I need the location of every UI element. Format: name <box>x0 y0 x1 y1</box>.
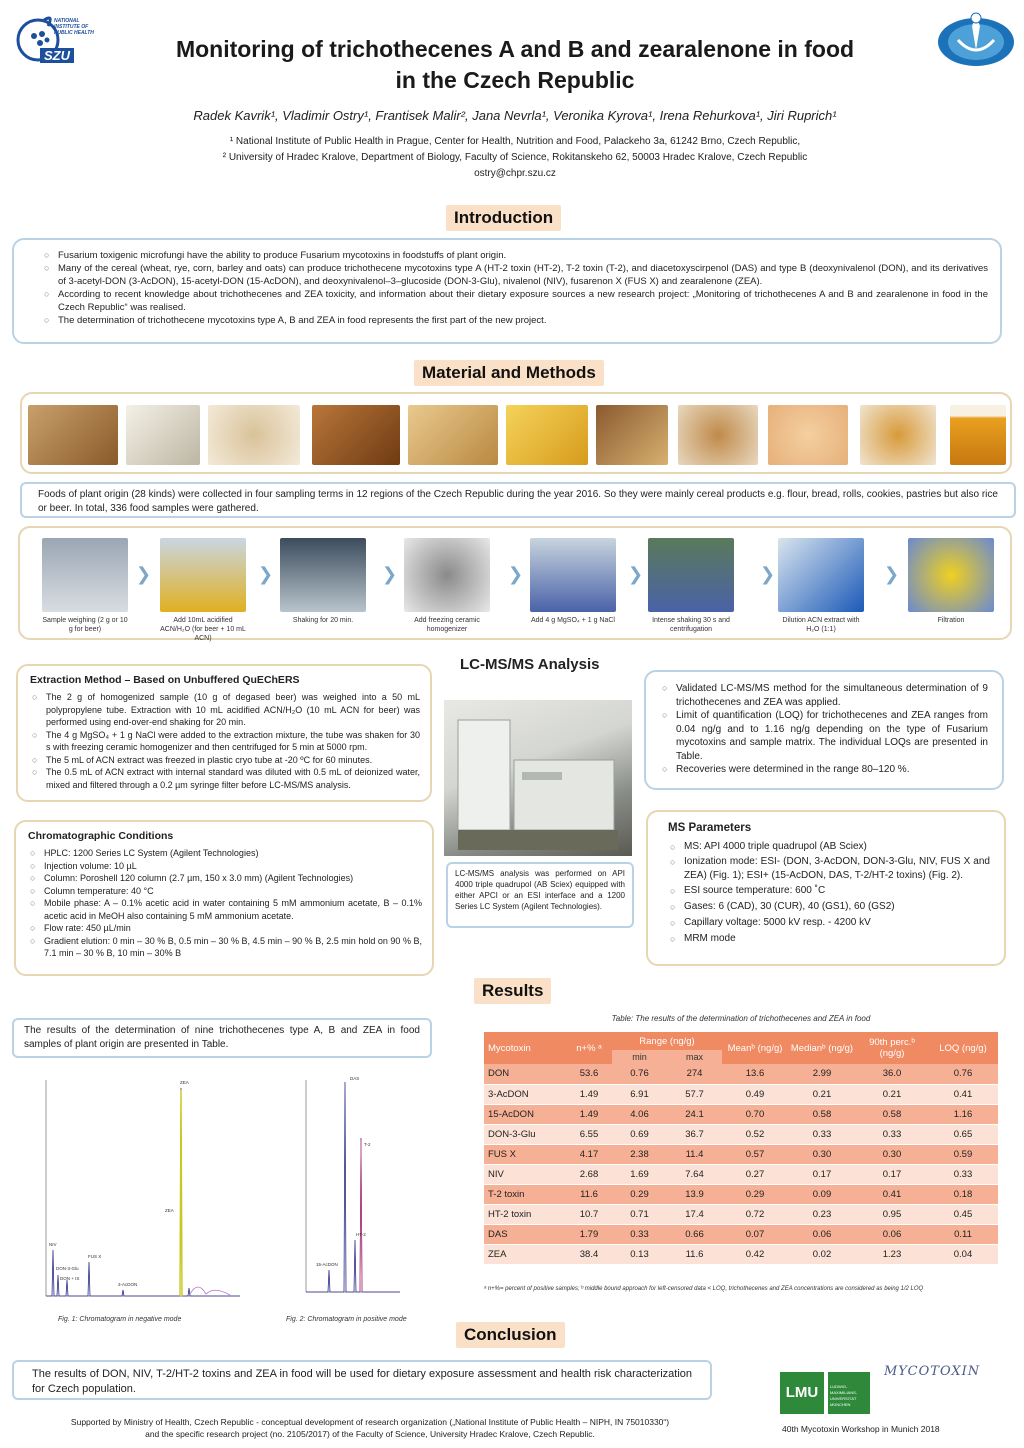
step-5 <box>530 538 616 625</box>
table-cell: 1.16 <box>928 1104 998 1124</box>
col-n-percent: n+% ᵃ <box>566 1032 612 1064</box>
chromatogram-positive-svg <box>300 1070 404 1302</box>
lcms-heading: LC-MS/MS Analysis <box>460 656 600 673</box>
food-photo-cereal-bowl <box>678 405 758 465</box>
step-8 <box>908 538 994 625</box>
table-row <box>484 1244 998 1264</box>
peak-label: 15-AcDON <box>316 1262 338 1267</box>
extraction-steps-strip <box>18 526 1012 640</box>
table-row <box>484 1184 998 1204</box>
chrom-item: ○ Flow rate: 450 µL/min <box>28 922 422 935</box>
table-cell: 0.52 <box>722 1124 788 1144</box>
food-photos-strip <box>20 392 1012 474</box>
table-row <box>484 1064 998 1084</box>
table-cell: 0.33 <box>612 1224 667 1244</box>
peak-label: ZEA <box>165 1208 174 1213</box>
chrom-item: ○ Injection volume: 10 µL <box>28 860 422 873</box>
step-caption: Add freezing ceramic homogenizer <box>414 617 480 633</box>
table-cell: 53.6 <box>566 1064 612 1084</box>
conclusion-text: The results of DON, NIV, T-2/HT-2 toxins and ZEA in food will be used for dietary exposure assessment and health risk characterization for Czech population. <box>32 1368 692 1395</box>
table-cell: 0.30 <box>856 1144 928 1164</box>
table-cell: 17.4 <box>667 1204 722 1224</box>
table-cell: DON <box>484 1064 566 1084</box>
food-photo-bread <box>312 405 400 465</box>
table-cell: 0.71 <box>612 1204 667 1224</box>
table-cell: 10.7 <box>566 1204 612 1224</box>
table-cell: 24.1 <box>667 1104 722 1124</box>
table-cell: 1.49 <box>566 1084 612 1104</box>
table-row <box>484 1124 998 1144</box>
table-cell: 0.18 <box>928 1184 998 1204</box>
introduction-list <box>42 249 988 327</box>
table-cell: NIV <box>484 1164 566 1184</box>
lmu-logo-mark: LMU <box>780 1372 824 1414</box>
col-max: max <box>667 1050 722 1064</box>
food-photo-oats <box>208 405 300 465</box>
chevron-right-icon: ❯ <box>136 564 152 584</box>
step-6 <box>648 538 734 634</box>
table-cell: 274 <box>667 1064 722 1084</box>
results-table-body <box>484 1064 998 1264</box>
chrom-item: ○ Gradient elution: 0 min – 30 % B, 0.5 min – 30 % B, 4.5 min – 90 % B, 2.5 min hold on 90 % B, 7.1 min – 30 % B, 10 min – 30% B <box>28 935 422 960</box>
table-cell: 0.23 <box>788 1204 856 1224</box>
table-cell: 0.06 <box>856 1224 928 1244</box>
extraction-method-box <box>16 664 432 802</box>
table-cell: 6.55 <box>566 1124 612 1144</box>
food-photo-beer <box>950 405 1006 465</box>
chevron-right-icon: ❯ <box>508 564 524 584</box>
chromatographic-title: Chromatographic Conditions <box>28 830 174 842</box>
table-row <box>484 1164 998 1184</box>
contact-email: ostry@chpr.szu.cz <box>474 168 556 179</box>
extraction-item: ○ The 2 g of homogenized sample (10 g of degased beer) was weighed into a 50 mL polypropylene tube. Extraction with 10 mL acidified ACN/H₂O (10 mL ACN for beer) was performed using end-over-end shaking for 20 min. <box>30 691 420 729</box>
conclusion-box <box>12 1360 712 1400</box>
chromatogram-negative-svg <box>40 1070 244 1308</box>
extraction-item: ○ The 4 g MgSO₄ + 1 g NaCl were added to the extraction mixture, the tube was shaken for 30 s with freezing ceramic homogenizer and then centrifuged for 5 min at 5000 rpm. <box>30 729 420 754</box>
results-intro-box <box>12 1018 432 1058</box>
col-min: min <box>612 1050 667 1064</box>
results-intro: The results of the determination of nine trichothecenes type A, B and ZEA in food samples of plant origin are presented in Table. <box>24 1025 420 1050</box>
step-7-photo <box>778 538 864 612</box>
chevron-right-icon: ❯ <box>628 564 644 584</box>
table-cell: DON-3-Glu <box>484 1124 566 1144</box>
table-caption: Table: The results of the determination of trichothecenes and ZEA in food <box>611 1014 871 1023</box>
table-row <box>484 1084 998 1104</box>
table-cell: 0.30 <box>788 1144 856 1164</box>
step-caption: Filtration <box>937 617 965 624</box>
table-cell: 0.29 <box>612 1184 667 1204</box>
ms-param-item: ○ MRM mode <box>668 931 990 947</box>
step-3-photo <box>280 538 366 612</box>
table-cell: 0.70 <box>722 1104 788 1124</box>
poster-title <box>120 34 910 96</box>
extraction-list <box>30 691 420 791</box>
peak-label: DAS <box>350 1076 360 1081</box>
table-cell: 4.06 <box>612 1104 667 1124</box>
col-90th: 90th perc.ᵇ (ng/g) <box>856 1032 928 1064</box>
funding-line-2: and the specific research project (no. 2105/2017) of the Faculty of Science, University Hradec Kralove, Czech Republic. <box>145 1429 595 1439</box>
table-cell: 0.69 <box>612 1124 667 1144</box>
ms-parameters-list <box>668 839 990 947</box>
table-cell: 1.49 <box>566 1104 612 1124</box>
table-cell: 0.66 <box>667 1224 722 1244</box>
peak-label: FUS X <box>88 1254 102 1259</box>
table-cell: 0.13 <box>612 1244 667 1264</box>
title-line-2: in the Czech Republic <box>395 67 635 93</box>
table-cell: 0.07 <box>722 1224 788 1244</box>
table-row <box>484 1144 998 1164</box>
nizp-logo-text: NATIONAL INSTITUTE OF PUBLIC HEALTH <box>54 18 94 36</box>
title-line-1: Monitoring of trichothecenes A and B and zearalenone in food <box>175 36 855 62</box>
chromatographic-conditions-box <box>14 820 434 976</box>
table-cell: DAS <box>484 1224 566 1244</box>
table-cell: 3-AcDON <box>484 1084 566 1104</box>
table-cell: 2.38 <box>612 1144 667 1164</box>
results-heading: Results <box>474 978 551 1004</box>
validation-item: ○ Limit of quantification (LOQ) for trichothecenes and ZEA ranges from 0.04 ng/g and to 1.16 ng/g depending on the type of Fusarium mycotoxins and sample matrix. The individual LOQs are presented in Table. <box>660 709 988 763</box>
col-mean: Meanᵇ (ng/g) <box>722 1032 788 1064</box>
step-7 <box>778 538 864 634</box>
table-cell: 0.27 <box>722 1164 788 1184</box>
table-cell: 11.6 <box>667 1244 722 1264</box>
table-cell: 1.23 <box>856 1244 928 1264</box>
methods-heading: Material and Methods <box>414 360 604 386</box>
chevron-right-icon: ❯ <box>760 564 776 584</box>
chevron-right-icon: ❯ <box>258 564 274 584</box>
step-2-photo <box>160 538 246 612</box>
extraction-item: ○ The 5 mL of ACN extract was freezed in plastic cryo tube at -20 ºC for 60 minutes. <box>30 754 420 767</box>
table-row <box>484 1224 998 1244</box>
lcms-instrument-photo <box>444 700 632 856</box>
table-cell: 0.21 <box>788 1084 856 1104</box>
results-table-wrap <box>484 1032 998 1265</box>
table-cell: 0.33 <box>928 1164 998 1184</box>
food-photo-pasta <box>506 405 588 465</box>
table-row <box>484 1204 998 1224</box>
ms-param-item: ○ Capillary voltage: 5000 kV resp. - 4200 kV <box>668 915 990 931</box>
validation-box <box>644 670 1004 790</box>
step-1-photo <box>42 538 128 612</box>
food-photo-flakes <box>860 405 936 465</box>
step-caption: Shaking for 20 min. <box>292 617 354 624</box>
col-median: Medianᵇ (ng/g) <box>788 1032 856 1064</box>
step-2 <box>160 538 246 643</box>
table-cell: ZEA <box>484 1244 566 1264</box>
col-mycotoxin: Mycotoxin <box>484 1032 566 1064</box>
peak-label: ZEA <box>180 1080 189 1085</box>
results-table <box>484 1032 998 1265</box>
food-photo-rolls <box>408 405 498 465</box>
table-cell: HT-2 toxin <box>484 1204 566 1224</box>
table-cell: 36.0 <box>856 1064 928 1084</box>
table-cell: 0.58 <box>856 1104 928 1124</box>
table-cell: 1.79 <box>566 1224 612 1244</box>
table-cell: 0.45 <box>928 1204 998 1224</box>
step-caption: Dilution ACN extract with H₂O (1:1) <box>782 617 860 633</box>
chromatogram-negative <box>40 1070 244 1308</box>
table-cell: 13.6 <box>722 1064 788 1084</box>
step-8-photo <box>908 538 994 612</box>
lmu-logo-text: LUDWIG-MAXIMILIANS-UNIVERSITÄT MÜNCHEN <box>828 1372 870 1414</box>
step-caption: Sample weighing (2 g or 10 g for beer) <box>42 617 128 633</box>
table-cell: 6.91 <box>612 1084 667 1104</box>
table-cell: 0.41 <box>928 1084 998 1104</box>
table-cell: 0.76 <box>928 1064 998 1084</box>
table-cell: 36.7 <box>667 1124 722 1144</box>
table-cell: 0.17 <box>856 1164 928 1184</box>
chevron-right-icon: ❯ <box>884 564 900 584</box>
food-photo-rice <box>126 405 200 465</box>
chrom-item: ○ Column: Poroshell 120 column (2.7 µm, 150 x 3.0 mm) (Agilent Technologies) <box>28 872 422 885</box>
table-cell: 0.06 <box>788 1224 856 1244</box>
validation-list <box>660 682 988 777</box>
table-cell: 0.65 <box>928 1124 998 1144</box>
table-cell: 0.49 <box>722 1084 788 1104</box>
intro-item: ○ Fusarium toxigenic microfungi have the ability to produce Fusarium mycotoxins in foodstuffs of plant origin. <box>42 249 988 262</box>
extraction-item: ○ The 0.5 mL of ACN extract with internal standard was diluted with 0.5 mL of deionized water, mixed and filtered through a 0.2 µm syringe filter before LC-MS/MS analysis. <box>30 766 420 791</box>
table-cell: 4.17 <box>566 1144 612 1164</box>
nizp-logo-abbr: SZU <box>40 48 74 63</box>
table-cell: 11.6 <box>566 1184 612 1204</box>
mycotoxin-workshop-logo: MYCOTOXIN <box>884 1364 981 1379</box>
university-seal <box>936 10 1016 68</box>
affiliation-1: ¹ National Institute of Public Health in Prague, Center for Health, Nutrition and Food, Palackeho 3a, 61242 Brno, Czech Republic, <box>229 136 801 147</box>
chrom-item: ○ Mobile phase: A – 0.1% acetic acid in water containing 5 mM ammonium acetate, B – 0.1% acetic acid in MeOH also containing 5 mM ammonium acetate. <box>28 897 422 922</box>
table-cell: 0.76 <box>612 1064 667 1084</box>
funding-note <box>10 1416 730 1440</box>
table-cell: T-2 toxin <box>484 1184 566 1204</box>
intro-item: ○ Many of the cereal (wheat, rye, corn, barley and oats) can produce trichothecene mycotoxins type A (HT-2 toxin (HT-2), T-2 toxin (T-2), and diacetoxyscirpenol (DAS) and type B (deoxynivalenol (DON), and its derivatives of 3-acetyl-DON (3-AcDON), 15-acetyl-DON (15-AcDON), and deoxynivalenol–3–glucoside (DON-3-Glu), nivalenol (NIV), fusarenon X (FUS X) and zearalenone (ZEA). <box>42 262 988 288</box>
col-range: Range (ng/g) <box>612 1032 722 1050</box>
table-cell: 2.99 <box>788 1064 856 1084</box>
validation-item: ○ Recoveries were determined in the range 80–120 %. <box>660 763 988 777</box>
food-photo-flour <box>28 405 118 465</box>
affiliation-2: ² University of Hradec Kralove, Department of Biology, Faculty of Science, Rokitanskeho 62, 50003 Hradec Kralove, Czech Republic <box>222 152 808 163</box>
table-cell: 0.58 <box>788 1104 856 1124</box>
introduction-box <box>12 238 1002 344</box>
table-cell: 1.69 <box>612 1164 667 1184</box>
ms-parameters-title: MS Parameters <box>668 822 752 834</box>
table-cell: 13.9 <box>667 1184 722 1204</box>
table-cell: 0.33 <box>856 1124 928 1144</box>
table-cell: 0.95 <box>856 1204 928 1224</box>
table-cell: 0.04 <box>928 1244 998 1264</box>
table-cell: 0.57 <box>722 1144 788 1164</box>
table-footnote: ᵃ n+%= percent of positive samples; ᵇ middle bound approach for left-censored data < LOQ, trichothecenes and ZEA concentrations are considered as being 1/2 LOQ <box>484 1286 924 1292</box>
ms-param-item: ○ Gases: 6 (CAD), 30 (CUR), 40 (GS1), 60 (GS2) <box>668 899 990 915</box>
peak-label: T-2 <box>364 1142 371 1147</box>
table-cell: 0.21 <box>856 1084 928 1104</box>
table-cell: 7.64 <box>667 1164 722 1184</box>
step-caption: Add 4 g MgSO₄ + 1 g NaCl <box>531 617 615 624</box>
table-cell: FUS X <box>484 1144 566 1164</box>
workshop-note: 40th Mycotoxin Workshop in Munich 2018 <box>782 1424 940 1434</box>
step-6-photo <box>648 538 734 612</box>
table-cell: 11.4 <box>667 1144 722 1164</box>
table-cell: 38.4 <box>566 1244 612 1264</box>
step-1 <box>42 538 128 634</box>
peak-label: DON + IS <box>60 1276 80 1281</box>
col-loq: LOQ (ng/g) <box>928 1032 998 1064</box>
ms-param-item: ○ MS: API 4000 triple quadrupol (AB Sciex) <box>668 839 990 855</box>
intro-item: ○ According to recent knowledge about trichothecenes and ZEA toxicity, and information about their dietary exposure sources a new research project: „Monitoring of trichothecenes A and B and zearalenone in food in the Czech Republic“ was realised. <box>42 288 988 314</box>
chromatogram-positive <box>300 1070 404 1302</box>
intro-item: ○ The determination of trichothecene mycotoxins type A, B and ZEA in food represents the first part of the new project. <box>42 314 988 327</box>
ms-param-item: ○ ESI source temperature: 600 ˚C <box>668 883 990 899</box>
peak-label: HT-2 <box>356 1232 366 1237</box>
fig2-caption: Fig. 2: Chromatogram in positive mode <box>286 1316 407 1323</box>
table-cell: 0.33 <box>788 1124 856 1144</box>
step-caption: Add 10mL acidified ACN/H₂O (for beer + 10 mL ACN) <box>160 617 246 642</box>
table-cell: 0.42 <box>722 1244 788 1264</box>
affiliations <box>100 134 930 182</box>
authors: Radek Kavrik¹, Vladimir Ostry¹, Frantisek Malir², Jana Nevrla¹, Veronika Kyrova¹, Irena Rehurkova¹, Jiri Ruprich¹ <box>193 108 837 123</box>
foods-description: Foods of plant origin (28 kinds) were collected in four sampling terms in 12 regions of the Czech Republic during the year 2016. So they were mainly cereal products e.g. flour, bread, rolls, cookies, pastries but also rice or beer. In total, 336 food samples were gathered. <box>38 489 998 514</box>
validation-item: ○ Validated LC-MS/MS method for the simultaneous determination of 9 trichothecenes and ZEA was applied. <box>660 682 988 709</box>
lcms-caption-box <box>446 862 634 928</box>
peak-label: 3-AcDON <box>118 1282 138 1287</box>
table-row <box>484 1104 998 1124</box>
conclusion-heading: Conclusion <box>456 1322 565 1348</box>
introduction-heading: Introduction <box>446 205 561 231</box>
table-cell: 0.09 <box>788 1184 856 1204</box>
peak-label: NIV <box>49 1242 57 1247</box>
table-cell: 2.68 <box>566 1164 612 1184</box>
ms-parameters-box <box>646 810 1006 966</box>
step-4 <box>404 538 490 634</box>
table-cell: 0.29 <box>722 1184 788 1204</box>
table-cell: 0.41 <box>856 1184 928 1204</box>
step-5-photo <box>530 538 616 612</box>
chromatographic-list <box>28 847 422 960</box>
table-cell: 15-AcDON <box>484 1104 566 1124</box>
table-cell: 57.7 <box>667 1084 722 1104</box>
chrom-item: ○ HPLC: 1200 Series LC System (Agilent Technologies) <box>28 847 422 860</box>
table-cell: 0.59 <box>928 1144 998 1164</box>
funding-line-1: Supported by Ministry of Health, Czech Republic - conceptual development of research organization („National Institute of Public Health – NIPH, IN 75010330“) <box>70 1417 670 1427</box>
lcms-caption: LC-MS/MS analysis was performed on API 4000 triple quadrupol (AB Sciex) equipped with either APCI or an ESI interface and a 1200 Series LC System (Agilent Technologies). <box>455 869 625 911</box>
extraction-method-title: Extraction Method – Based on Unbuffered QuEChERS <box>30 674 300 686</box>
step-4-photo <box>404 538 490 612</box>
food-photo-biscuits <box>768 405 848 465</box>
lmu-logo <box>780 1372 870 1414</box>
foods-description-box <box>20 482 1016 518</box>
table-cell: 0.17 <box>788 1164 856 1184</box>
peak-label: DON-3-Glu <box>56 1266 79 1271</box>
food-photo-cookies <box>596 405 668 465</box>
step-3 <box>280 538 366 625</box>
chevron-right-icon: ❯ <box>382 564 398 584</box>
step-caption: Intense shaking 30 s and centrifugation <box>652 617 730 633</box>
table-cell: 0.72 <box>722 1204 788 1224</box>
fig1-caption: Fig. 1: Chromatogram in negative mode <box>58 1316 182 1323</box>
ms-param-item: ○ Ionization mode: ESI- (DON, 3-AcDON, DON-3-Glu, NIV, FUS X and ZEA) (Fig. 1); ESI+ (15-AcDON, DAS, T-2/HT-2 toxins) (Fig. 2). <box>668 855 990 883</box>
table-cell: 0.02 <box>788 1244 856 1264</box>
table-cell: 0.11 <box>928 1224 998 1244</box>
chrom-item: ○ Column temperature: 40 °C <box>28 885 422 898</box>
